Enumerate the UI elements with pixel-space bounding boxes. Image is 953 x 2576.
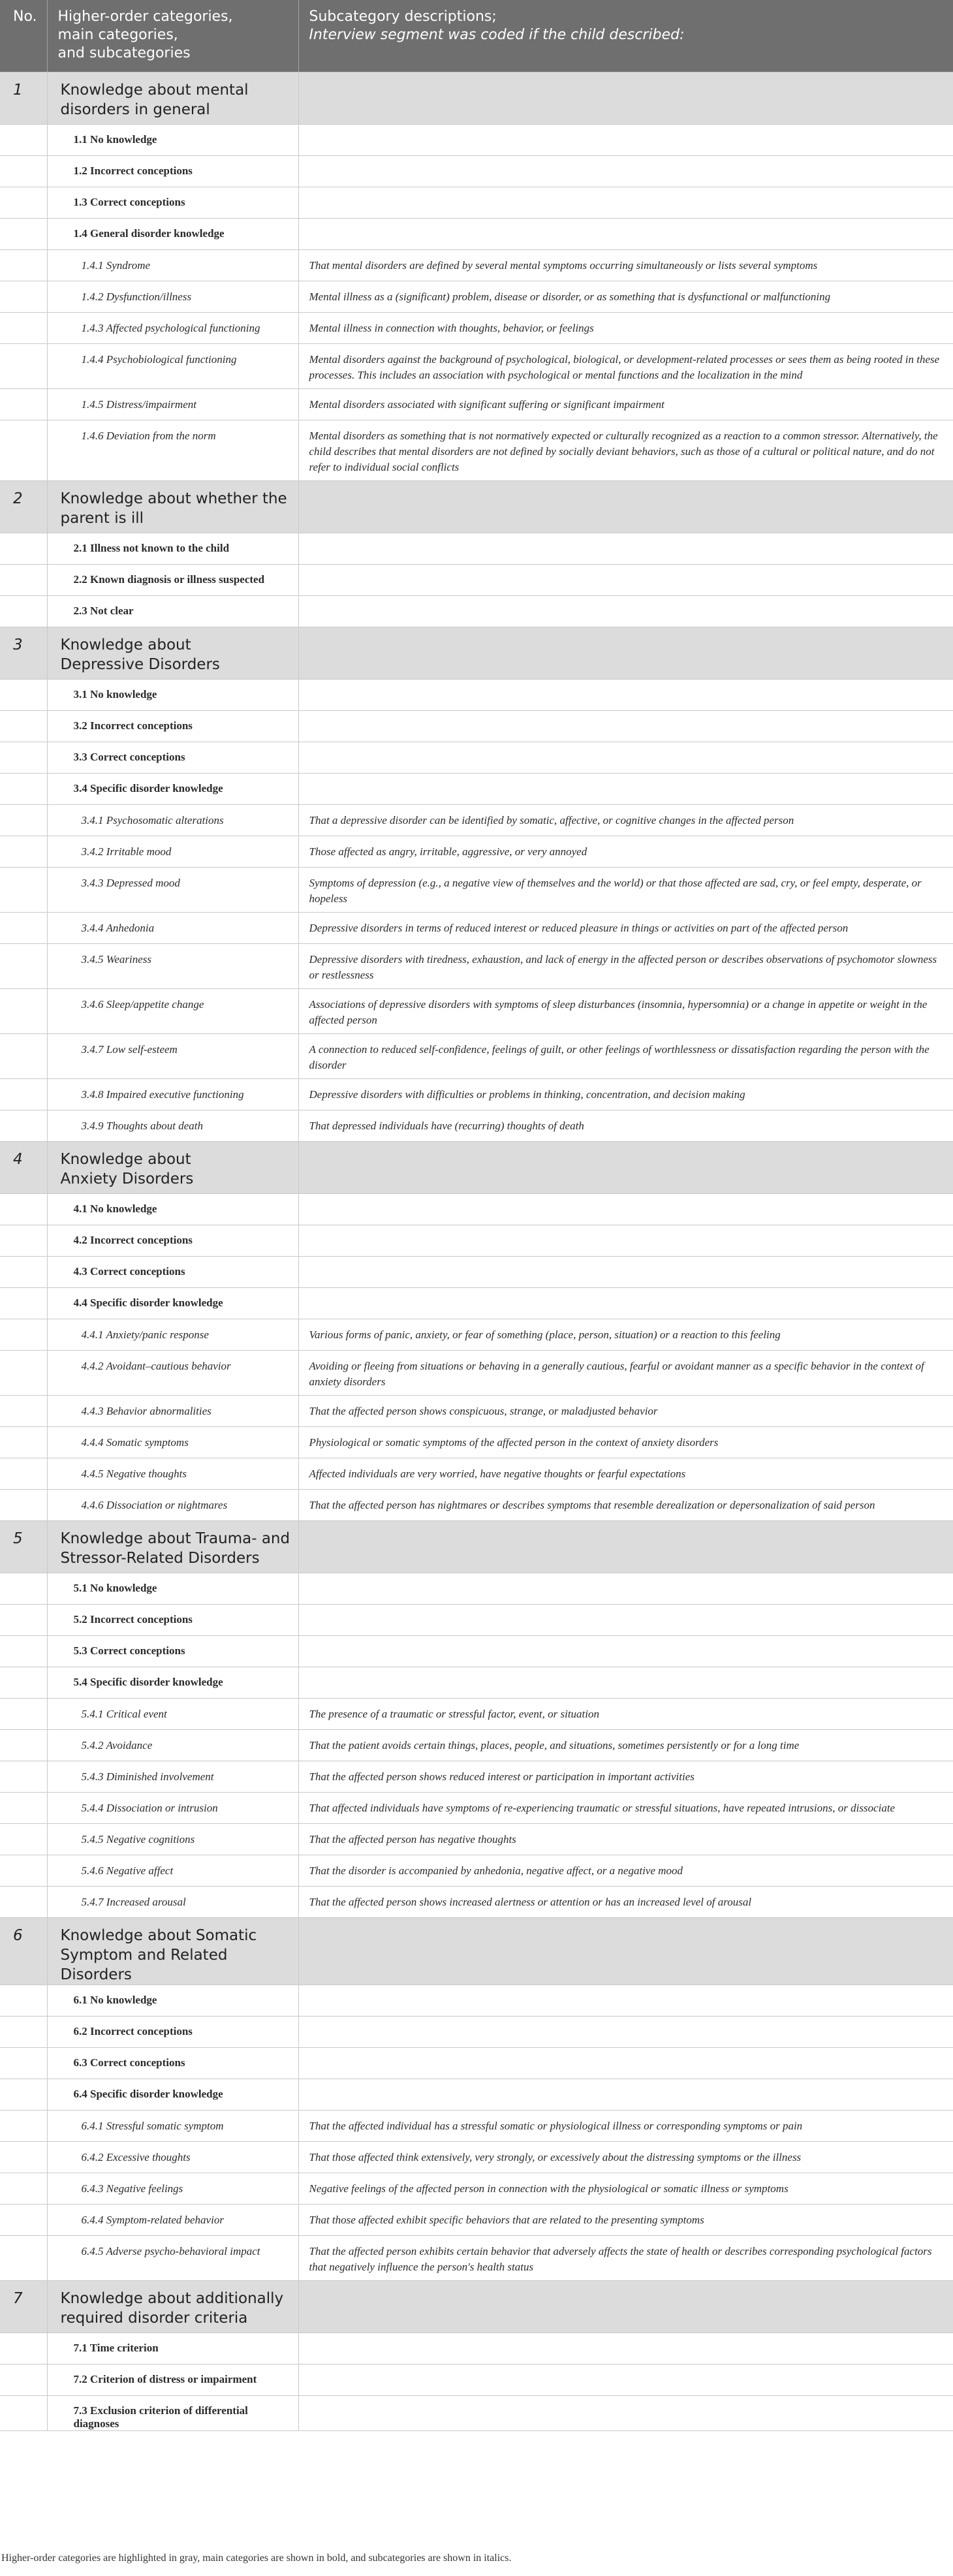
subcategory-row [0, 1351, 953, 1396]
subcategory-description: Various forms of panic, anxiety, or fear of something (place, person, situation) or a reaction to this feeling [298, 1319, 953, 1351]
table-header-row [0, 0, 953, 72]
number-cell [0, 1573, 47, 1605]
main-category-label: 3.1 No knowledge [47, 680, 298, 711]
main-category-row [0, 125, 953, 156]
subcategory-description: That the affected individual has a stressful somatic or physiological illness or corresponding symptoms or pain [298, 2111, 953, 2142]
subcategory-row [0, 1427, 953, 1458]
subcategory-description [298, 742, 953, 774]
number-cell [0, 680, 47, 711]
subcategory-row [0, 2236, 953, 2281]
main-category-label: 3.3 Correct conceptions [47, 742, 298, 774]
subcategory-label: 1.4.5 Distress/impairment [47, 389, 298, 420]
subcategory-description [298, 596, 953, 627]
main-category-label: 5.4 Specific disorder knowledge [47, 1667, 298, 1699]
header-descriptions-line-1: Subcategory descriptions; [309, 8, 497, 25]
subcategory-row [0, 1490, 953, 1521]
number-cell [0, 2079, 47, 2111]
subcategory-description [298, 219, 953, 250]
header-categories-line-3: and subcategories [57, 45, 191, 61]
main-category-row [0, 2396, 953, 2431]
subcategory-label: 1.4.2 Dysfunction/illness [47, 281, 298, 313]
higher-order-category-title [47, 627, 298, 680]
higher-order-category-title [47, 1918, 298, 1985]
subcategory-row [0, 1110, 953, 1142]
subcategory-label: 3.4.9 Thoughts about death [47, 1110, 298, 1142]
number-cell [0, 1855, 47, 1887]
subcategory-label: 1.4.3 Affected psychological functioning [47, 313, 298, 344]
subcategory-description [298, 1667, 953, 1699]
higher-order-category-title [47, 1142, 298, 1194]
category-title-line-2: Anxiety Disorders [60, 1170, 194, 1187]
subcategory-label: 5.4.5 Negative cognitions [47, 1824, 298, 1855]
category-number: 5 [0, 1521, 47, 1573]
subcategory-description: A connection to reduced self-confidence, feelings of guilt, or other feelings of worthlessness or dissatisfaction regarding the person with the disorder [298, 1034, 953, 1079]
number-cell [0, 1887, 47, 1918]
main-category-row [0, 219, 953, 250]
main-category-label: 2.1 Illness not known to the child [47, 533, 298, 565]
subcategory-description: Mental illness in connection with thoughts, behavior, or feelings [298, 313, 953, 344]
number-cell [0, 596, 47, 627]
main-category-label: 1.1 No knowledge [47, 125, 298, 156]
subcategory-description: That affected individuals have symptoms of re-experiencing traumatic or stressful situations, have repeated intrusions, or dissociate [298, 1793, 953, 1824]
main-category-row [0, 1257, 953, 1288]
number-cell [0, 2236, 47, 2281]
category-description-cell [298, 1918, 953, 1985]
subcategory-row [0, 2142, 953, 2173]
subcategory-row [0, 1458, 953, 1490]
higher-order-category-row [0, 627, 953, 680]
category-title-line-1: Knowledge about Somatic [60, 1927, 257, 1944]
main-category-label: 2.3 Not clear [47, 596, 298, 627]
subcategory-description: Negative feelings of the affected person in connection with the physiological or somatic illness or symptoms [298, 2173, 953, 2205]
category-title-line-1: Knowledge about [60, 636, 191, 653]
number-cell [0, 1079, 47, 1110]
header-number: No. [0, 0, 47, 72]
subcategory-label: 4.4.3 Behavior abnormalities [47, 1396, 298, 1427]
subcategory-description [298, 774, 953, 805]
subcategory-label: 5.4.1 Critical event [47, 1699, 298, 1730]
number-cell [0, 2017, 47, 2048]
number-cell [0, 836, 47, 868]
subcategory-description [298, 1985, 953, 2017]
subcategory-description: Those affected as angry, irritable, aggressive, or very annoyed [298, 836, 953, 868]
main-category-row [0, 565, 953, 596]
subcategory-description: Mental illness as a (significant) problem, disease or disorder, or as something that is dysfunctional or malfunctioning [298, 281, 953, 313]
number-cell [0, 1458, 47, 1490]
number-cell [0, 989, 47, 1034]
subcategory-row [0, 1761, 953, 1793]
subcategory-label: 6.4.4 Symptom-related behavior [47, 2205, 298, 2236]
subcategory-row [0, 1079, 953, 1110]
main-category-row [0, 187, 953, 219]
subcategory-label: 6.4.1 Stressful somatic symptom [47, 2111, 298, 2142]
higher-order-category-row [0, 1521, 953, 1573]
category-number: 3 [0, 627, 47, 680]
main-category-row [0, 2017, 953, 2048]
number-cell [0, 1605, 47, 1636]
subcategory-label: 3.4.7 Low self-esteem [47, 1034, 298, 1079]
number-cell [0, 1824, 47, 1855]
number-cell [0, 868, 47, 913]
subcategory-label: 3.4.5 Weariness [47, 944, 298, 989]
subcategory-label: 3.4.1 Psychosomatic alterations [47, 805, 298, 836]
subcategory-description: Symptoms of depression (e.g., a negative view of themselves and the world) or that those affected are sad, cry, or feel empty, desperate, or hopeless [298, 868, 953, 913]
main-category-label: 5.3 Correct conceptions [47, 1636, 298, 1667]
subcategory-description [298, 1257, 953, 1288]
table-footnote: Higher-order categories are highlighted in gray, main categories are shown in bold, and subcategories are shown in italics. [1, 2552, 512, 2564]
category-description-cell [298, 1142, 953, 1194]
subcategory-description: Physiological or somatic symptoms of the affected person in the context of anxiety disorders [298, 1427, 953, 1458]
subcategory-label: 3.4.4 Anhedonia [47, 913, 298, 944]
subcategory-description: That depressed individuals have (recurring) thoughts of death [298, 1110, 953, 1142]
category-title-line-1: Knowledge about [60, 1151, 191, 1168]
main-category-row [0, 774, 953, 805]
main-category-label: 4.4 Specific disorder knowledge [47, 1288, 298, 1319]
higher-order-category-row [0, 72, 953, 125]
subcategory-label: 3.4.8 Impaired executive functioning [47, 1079, 298, 1110]
subcategory-row [0, 868, 953, 913]
subcategory-description: That the affected person has nightmares or describes symptoms that resemble derealization or depersonalization of said person [298, 1490, 953, 1521]
subcategory-label: 1.4.6 Deviation from the norm [47, 420, 298, 481]
category-title-line-2: Stressor-Related Disorders [60, 1550, 260, 1567]
subcategory-row [0, 313, 953, 344]
number-cell [0, 711, 47, 742]
subcategory-description: That those affected exhibit specific behaviors that are related to the presenting symptoms [298, 2205, 953, 2236]
subcategory-description: Affected individuals are very worried, have negative thoughts or fearful expectations [298, 1458, 953, 1490]
main-category-row [0, 156, 953, 187]
number-cell [0, 420, 47, 481]
subcategory-label: 1.4.4 Psychobiological functioning [47, 344, 298, 389]
main-category-row [0, 1636, 953, 1667]
subcategory-row [0, 2173, 953, 2205]
subcategory-label: 4.4.2 Avoidant–cautious behavior [47, 1351, 298, 1396]
main-category-row [0, 711, 953, 742]
subcategory-description: That the affected person shows increased alertness or attention or has an increased level of arousal [298, 1887, 953, 1918]
main-category-row [0, 742, 953, 774]
subcategory-description [298, 1194, 953, 1225]
main-category-label: 1.2 Incorrect conceptions [47, 156, 298, 187]
subcategory-description: Depressive disorders in terms of reduced interest or reduced pleasure in things or activities on part of the affected person [298, 913, 953, 944]
number-cell [0, 2111, 47, 2142]
category-number: 4 [0, 1142, 47, 1194]
number-cell [0, 187, 47, 219]
subcategory-label: 4.4.4 Somatic symptoms [47, 1427, 298, 1458]
number-cell [0, 805, 47, 836]
header-categories [47, 0, 298, 72]
number-cell [0, 1319, 47, 1351]
subcategory-description: That a depressive disorder can be identified by somatic, affective, or cognitive changes in the affected person [298, 805, 953, 836]
number-cell [0, 1351, 47, 1396]
main-category-label: 5.1 No knowledge [47, 1573, 298, 1605]
category-description-cell [298, 2281, 953, 2333]
subcategory-row [0, 1396, 953, 1427]
category-description-cell [298, 1521, 953, 1573]
number-cell [0, 742, 47, 774]
main-category-row [0, 533, 953, 565]
category-description-cell [298, 481, 953, 533]
subcategory-description [298, 711, 953, 742]
subcategory-label: 4.4.5 Negative thoughts [47, 1458, 298, 1490]
header-descriptions-line-2: Interview segment was coded if the child described: [309, 27, 685, 43]
subcategory-description: That the affected person shows conspicuous, strange, or maladjusted behavior [298, 1396, 953, 1427]
main-category-row [0, 596, 953, 627]
subcategory-description [298, 1573, 953, 1605]
subcategory-label: 1.4.1 Syndrome [47, 250, 298, 281]
category-title-line-1: Knowledge about additionally [60, 2290, 284, 2307]
subcategory-description: Depressive disorders with difficulties or problems in thinking, concentration, and decision making [298, 1079, 953, 1110]
subcategory-description [298, 1605, 953, 1636]
subcategory-row [0, 944, 953, 989]
subcategory-description [298, 156, 953, 187]
subcategory-label: 3.4.2 Irritable mood [47, 836, 298, 868]
subcategory-description [298, 2333, 953, 2364]
main-category-label: 1.4 General disorder knowledge [47, 219, 298, 250]
subcategory-description: That the affected person shows reduced interest or participation in important activities [298, 1761, 953, 1793]
subcategory-row [0, 389, 953, 420]
main-category-row [0, 1605, 953, 1636]
category-title-line-2: disorders in general [60, 101, 210, 118]
number-cell [0, 774, 47, 805]
main-category-row [0, 2079, 953, 2111]
table-body [0, 72, 953, 2431]
main-category-row [0, 1667, 953, 1699]
header-descriptions [298, 0, 953, 72]
subcategory-description [298, 2017, 953, 2048]
subcategory-description: That the affected person has negative thoughts [298, 1824, 953, 1855]
subcategory-description: Mental disorders associated with significant suffering or significant impairment [298, 389, 953, 420]
subcategory-row [0, 1319, 953, 1351]
higher-order-category-title [47, 1521, 298, 1573]
subcategory-row [0, 805, 953, 836]
subcategory-description: Associations of depressive disorders with symptoms of sleep disturbances (insomnia, hypersomnia) or a change in appetite or weight in the affected person [298, 989, 953, 1034]
main-category-label: 2.2 Known diagnosis or illness suspected [47, 565, 298, 596]
subcategory-description [298, 1225, 953, 1257]
number-cell [0, 533, 47, 565]
main-category-label: 7.2 Criterion of distress or impairment [47, 2364, 298, 2396]
number-cell [0, 2048, 47, 2079]
number-cell [0, 250, 47, 281]
subcategory-description: That mental disorders are defined by several mental symptoms occurring simultaneously or lists several symptoms [298, 250, 953, 281]
main-category-label: 6.1 No knowledge [47, 1985, 298, 2017]
subcategory-row [0, 2111, 953, 2142]
number-cell [0, 944, 47, 989]
header-categories-line-2: main categories, [57, 27, 178, 43]
subcategory-label: 6.4.5 Adverse psycho-behavioral impact [47, 2236, 298, 2281]
subcategory-label: 5.4.3 Diminished involvement [47, 1761, 298, 1793]
subcategory-label: 5.4.6 Negative affect [47, 1855, 298, 1887]
subcategory-label: 6.4.2 Excessive thoughts [47, 2142, 298, 2173]
subcategory-row [0, 1793, 953, 1824]
main-category-label: 1.3 Correct conceptions [47, 187, 298, 219]
main-category-label: 7.1 Time criterion [47, 2333, 298, 2364]
number-cell [0, 2396, 47, 2431]
number-cell [0, 281, 47, 313]
number-cell [0, 156, 47, 187]
subcategory-row [0, 420, 953, 481]
subcategory-row [0, 281, 953, 313]
subcategory-row [0, 989, 953, 1034]
category-number: 1 [0, 72, 47, 125]
subcategory-row [0, 1034, 953, 1079]
subcategory-row [0, 1699, 953, 1730]
subcategory-description: The presence of a traumatic or stressful factor, event, or situation [298, 1699, 953, 1730]
main-category-row [0, 1225, 953, 1257]
main-category-label: 4.1 No knowledge [47, 1194, 298, 1225]
higher-order-category-row [0, 2281, 953, 2333]
subcategory-row [0, 1855, 953, 1887]
subcategory-row [0, 836, 953, 868]
subcategory-description [298, 680, 953, 711]
number-cell [0, 1396, 47, 1427]
subcategory-row [0, 1887, 953, 1918]
number-cell [0, 1985, 47, 2017]
main-category-row [0, 1573, 953, 1605]
subcategory-description [298, 2079, 953, 2111]
category-title-line-2: Depressive Disorders [60, 656, 220, 673]
subcategory-row [0, 1824, 953, 1855]
number-cell [0, 1257, 47, 1288]
category-number: 7 [0, 2281, 47, 2333]
number-cell [0, 1730, 47, 1761]
category-number: 2 [0, 481, 47, 533]
subcategory-description: Mental disorders as something that is not normatively expected or culturally recognized as a reaction to a common stressor. Alternatively, the child describes that mental disorders are not defined by socially deviant behaviors, such as those of a cultural or political nature, and do not refer to individual social conflicts [298, 420, 953, 481]
subcategory-row [0, 913, 953, 944]
main-category-row [0, 2364, 953, 2396]
main-category-row [0, 2333, 953, 2364]
subcategory-description: Avoiding or fleeing from situations or behaving in a generally cautious, fearful or avoidant manner as a specific behavior in the context of anxiety disorders [298, 1351, 953, 1396]
subcategory-label: 4.4.1 Anxiety/panic response [47, 1319, 298, 1351]
header-categories-line-1: Higher-order categories, [57, 8, 233, 25]
subcategory-row [0, 2205, 953, 2236]
higher-order-category-title [47, 481, 298, 533]
subcategory-description: That the disorder is accompanied by anhedonia, negative affect, or a negative mood [298, 1855, 953, 1887]
main-category-label: 7.3 Exclusion criterion of differential diagnoses [47, 2396, 298, 2431]
subcategory-label: 5.4.2 Avoidance [47, 1730, 298, 1761]
number-cell [0, 389, 47, 420]
subcategory-description: That those affected think extensively, very strongly, or excessively about the distressing symptoms or the illness [298, 2142, 953, 2173]
category-title-line-1: Knowledge about Trauma- and [60, 1530, 290, 1547]
number-cell [0, 1667, 47, 1699]
number-cell [0, 219, 47, 250]
number-cell [0, 1225, 47, 1257]
main-category-row [0, 1288, 953, 1319]
number-cell [0, 1427, 47, 1458]
subcategory-label: 5.4.4 Dissociation or intrusion [47, 1793, 298, 1824]
number-cell [0, 1034, 47, 1079]
number-cell [0, 2142, 47, 2173]
subcategory-description [298, 2396, 953, 2431]
category-description-cell [298, 627, 953, 680]
number-cell [0, 1110, 47, 1142]
main-category-label: 4.3 Correct conceptions [47, 1257, 298, 1288]
number-cell [0, 2333, 47, 2364]
category-description-cell [298, 72, 953, 125]
number-cell [0, 2205, 47, 2236]
number-cell [0, 1194, 47, 1225]
subcategory-row [0, 250, 953, 281]
main-category-label: 6.3 Correct conceptions [47, 2048, 298, 2079]
number-cell [0, 125, 47, 156]
number-cell [0, 1793, 47, 1824]
subcategory-description [298, 187, 953, 219]
category-title-line-2: parent is ill [60, 510, 144, 527]
number-cell [0, 313, 47, 344]
number-cell [0, 1636, 47, 1667]
higher-order-category-title [47, 2281, 298, 2333]
subcategory-description: Depressive disorders with tiredness, exhaustion, and lack of energy in the affected person or describes observations of psychomotor slowness or restlessness [298, 944, 953, 989]
higher-order-category-row [0, 1918, 953, 1985]
category-title-line-2: required disorder criteria [60, 2310, 248, 2327]
subcategory-label: 4.4.6 Dissociation or nightmares [47, 1490, 298, 1521]
subcategory-label: 6.4.3 Negative feelings [47, 2173, 298, 2205]
subcategory-row [0, 1730, 953, 1761]
category-title-line-1: Knowledge about mental [60, 82, 249, 99]
higher-order-category-row [0, 481, 953, 533]
main-category-row [0, 1194, 953, 1225]
higher-order-category-row [0, 1142, 953, 1194]
number-cell [0, 1288, 47, 1319]
main-category-row [0, 2048, 953, 2079]
subcategory-description: That the affected person exhibits certain behavior that adversely affects the state of health or describes corresponding psychological factors that negatively influence the person's health status [298, 2236, 953, 2281]
subcategory-description: Mental disorders against the background of psychological, biological, or development-related processes or sees them as being rooted in these processes. This includes an association with psychological or mental functions and the localization in the mind [298, 344, 953, 389]
number-cell [0, 2364, 47, 2396]
subcategory-row [0, 344, 953, 389]
category-title-line-2: Symptom and Related Disorders [60, 1947, 228, 1983]
subcategory-label: 5.4.7 Increased arousal [47, 1887, 298, 1918]
subcategory-description [298, 533, 953, 565]
number-cell [0, 1699, 47, 1730]
main-category-label: 3.2 Incorrect conceptions [47, 711, 298, 742]
higher-order-category-title [47, 72, 298, 125]
subcategory-description [298, 1288, 953, 1319]
number-cell [0, 1490, 47, 1521]
number-cell [0, 1761, 47, 1793]
subcategory-label: 3.4.3 Depressed mood [47, 868, 298, 913]
main-category-row [0, 1985, 953, 2017]
main-category-label: 4.2 Incorrect conceptions [47, 1225, 298, 1257]
number-cell [0, 344, 47, 389]
subcategory-description [298, 1636, 953, 1667]
number-cell [0, 565, 47, 596]
subcategory-label: 3.4.6 Sleep/appetite change [47, 989, 298, 1034]
subcategory-description [298, 125, 953, 156]
number-cell [0, 913, 47, 944]
main-category-label: 6.2 Incorrect conceptions [47, 2017, 298, 2048]
subcategory-description [298, 2048, 953, 2079]
main-category-label: 5.2 Incorrect conceptions [47, 1605, 298, 1636]
subcategory-description [298, 2364, 953, 2396]
number-cell [0, 2173, 47, 2205]
subcategory-description: That the patient avoids certain things, places, people, and situations, sometimes persistently or for a long time [298, 1730, 953, 1761]
category-title-line-1: Knowledge about whether the [60, 490, 287, 507]
main-category-label: 3.4 Specific disorder knowledge [47, 774, 298, 805]
subcategory-description [298, 565, 953, 596]
main-category-row [0, 680, 953, 711]
category-number: 6 [0, 1918, 47, 1985]
main-category-label: 6.4 Specific disorder knowledge [47, 2079, 298, 2111]
